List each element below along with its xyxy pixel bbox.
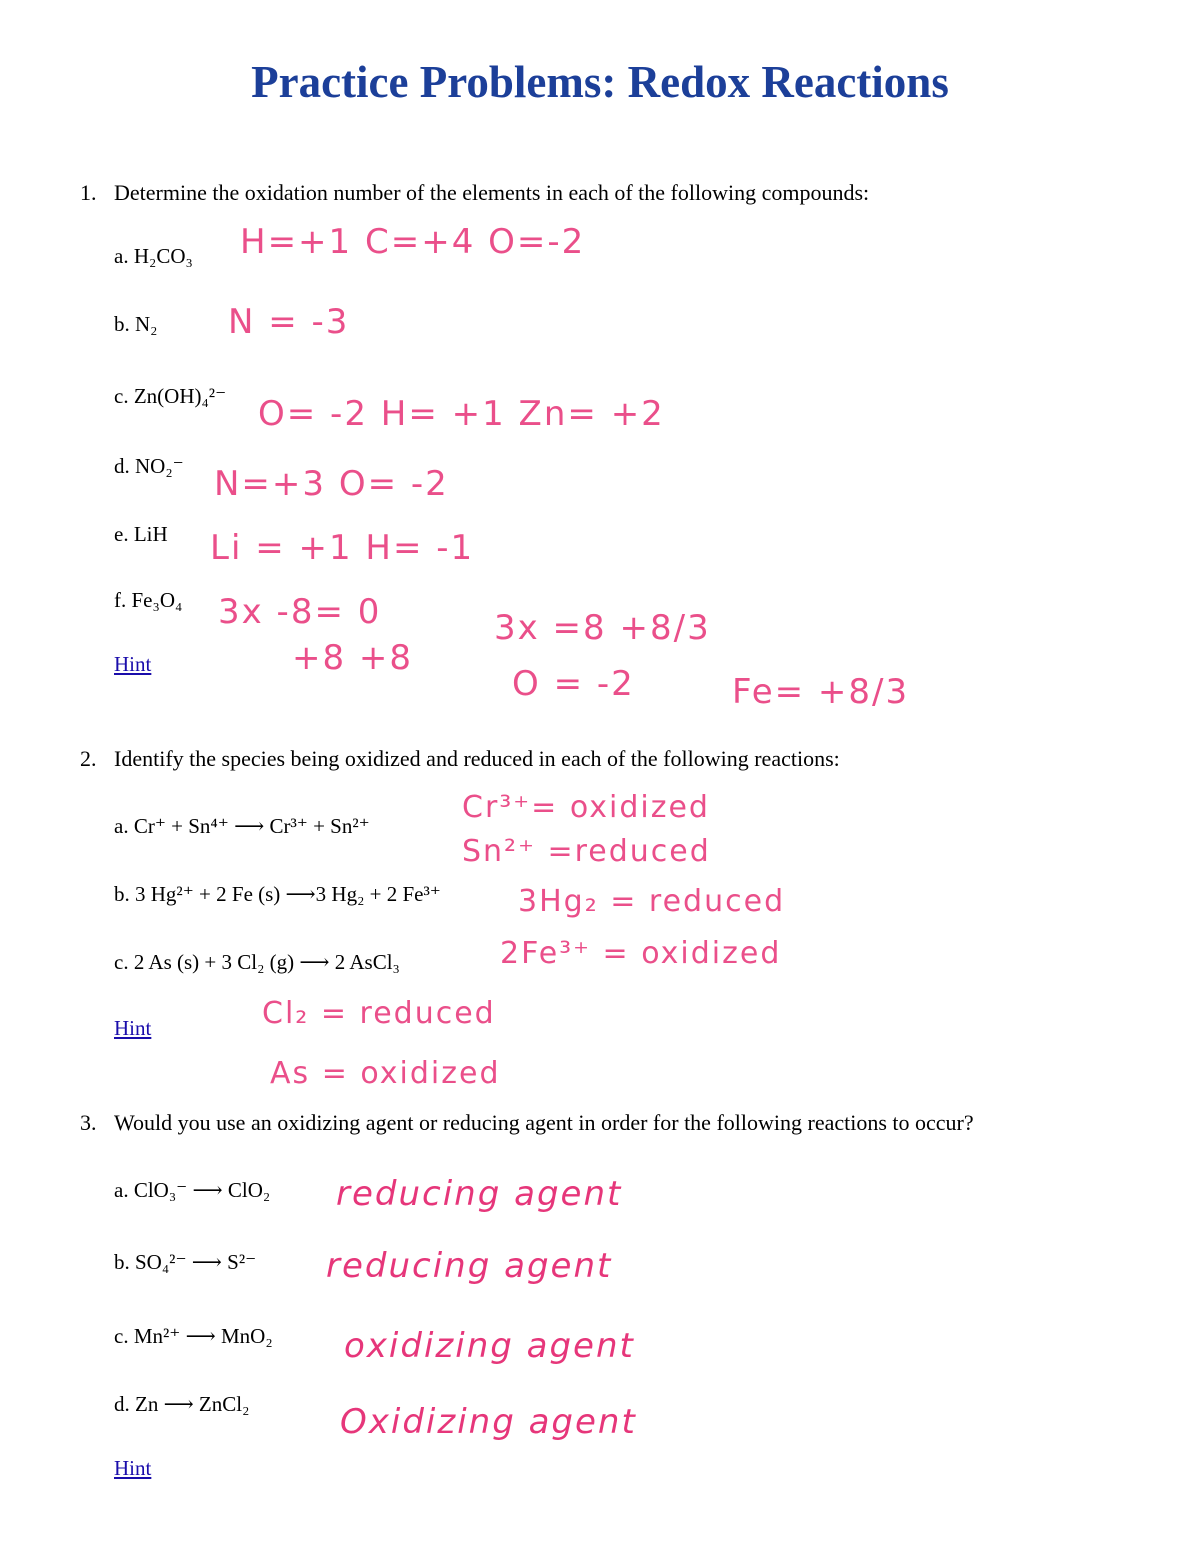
- formula: Fe₃O₄: [131, 588, 183, 612]
- question-3: [80, 1110, 974, 1136]
- equation: 3 Hg²⁺ + 2 Fe (s) ⟶3 Hg₂ + 2 Fe³⁺: [135, 882, 441, 906]
- formula: NO₂⁻: [135, 454, 184, 478]
- q1-answer-a: H=+1 C=+4 O=-2: [240, 222, 586, 262]
- q3-item-d: d. Zn ⟶ ZnCl₂: [114, 1392, 250, 1416]
- q2-item-c: c. 2 As (s) + 3 Cl₂ (g) ⟶ 2 AsCl₃: [114, 950, 400, 974]
- q2-answer-a-1: Cr³⁺= oxidized: [462, 790, 710, 825]
- question-number: 2.: [80, 746, 97, 771]
- q3-answer-b: reducing agent: [326, 1246, 613, 1286]
- q1-answer-f-line1: 3x -8= 0: [218, 592, 382, 632]
- q1-hint-link[interactable]: Hint: [114, 652, 152, 676]
- q3-answer-a: reducing agent: [336, 1174, 623, 1214]
- q2-answer-a-2: Sn²⁺ =reduced: [462, 834, 711, 869]
- q3-item-b: b. SO₄²⁻ ⟶ S²⁻: [114, 1250, 257, 1274]
- q2-item-b: b. 3 Hg²⁺ + 2 Fe (s) ⟶3 Hg₂ + 2 Fe³⁺: [114, 882, 441, 906]
- q1-answer-f-line4: O = -2: [512, 664, 635, 704]
- q1-item-e: e. LiH: [114, 522, 168, 546]
- q2-answer-c-2: As = oxidized: [270, 1056, 501, 1091]
- question-text: Determine the oxidation number of the elements in each of the following compounds:: [114, 180, 870, 205]
- q1-item-b: b. N₂: [114, 312, 158, 336]
- q1-answer-e: Li = +1 H= -1: [210, 528, 475, 568]
- q1-item-d: d. NO₂⁻: [114, 454, 184, 478]
- q1-answer-d: N=+3 O= -2: [214, 464, 449, 504]
- q2-answer-b-2: 2Fe³⁺ = oxidized: [500, 936, 782, 971]
- q3-hint-link[interactable]: Hint: [114, 1456, 152, 1480]
- q3-answer-c: oxidizing agent: [344, 1326, 635, 1366]
- q3-item-c: c. Mn²⁺ ⟶ MnO₂: [114, 1324, 273, 1348]
- q1-answer-f-line2: +8 +8: [292, 638, 414, 678]
- formula: Zn(OH)₄²⁻: [133, 384, 227, 408]
- q3-item-a: a. ClO₃⁻ ⟶ ClO₂: [114, 1178, 271, 1202]
- q1-item-c: c. Zn(OH)₄²⁻: [114, 384, 227, 408]
- question-1: [80, 180, 869, 206]
- formula: H₂CO₃: [133, 244, 193, 268]
- q1-item-a: a. H₂CO₃: [114, 244, 193, 268]
- equation: Zn ⟶ ZnCl₂: [135, 1392, 250, 1416]
- q2-answer-b-1: 3Hg₂ = reduced: [518, 884, 786, 919]
- q3-answer-d: Oxidizing agent: [340, 1402, 637, 1442]
- question-text: Would you use an oxidizing agent or reducing agent in order for the following reactions to occur?: [114, 1110, 974, 1135]
- q1-answer-f-line3: 3x =8 +8/3: [494, 608, 711, 648]
- q1-answer-b: N = -3: [228, 302, 350, 342]
- page-title: Practice Problems: Redox Reactions: [251, 57, 949, 107]
- question-2: [80, 746, 840, 772]
- equation: Mn²⁺ ⟶ MnO₂: [133, 1324, 273, 1348]
- q2-hint-link[interactable]: Hint: [114, 1016, 152, 1040]
- equation: ClO₃⁻ ⟶ ClO₂: [133, 1178, 271, 1202]
- formula: N₂: [135, 312, 158, 336]
- equation: SO₄²⁻ ⟶ S²⁻: [135, 1250, 257, 1274]
- question-number: 3.: [80, 1110, 97, 1135]
- q1-answer-f-line5: Fe= +8/3: [732, 672, 910, 712]
- q2-item-a: a. Cr⁺ + Sn⁴⁺ ⟶ Cr³⁺ + Sn²⁺: [114, 814, 370, 838]
- question-number: 1.: [80, 180, 97, 205]
- equation: Cr⁺ + Sn⁴⁺ ⟶ Cr³⁺ + Sn²⁺: [133, 814, 370, 838]
- question-text: Identify the species being oxidized and reduced in each of the following reactions:: [114, 746, 840, 771]
- q2-answer-c-1: Cl₂ = reduced: [262, 996, 496, 1031]
- q1-answer-c: O= -2 H= +1 Zn= +2: [258, 394, 665, 434]
- q1-item-f: f. Fe₃O₄: [114, 588, 183, 612]
- formula: LiH: [133, 522, 168, 546]
- equation: 2 As (s) + 3 Cl₂ (g) ⟶ 2 AsCl₃: [133, 950, 400, 974]
